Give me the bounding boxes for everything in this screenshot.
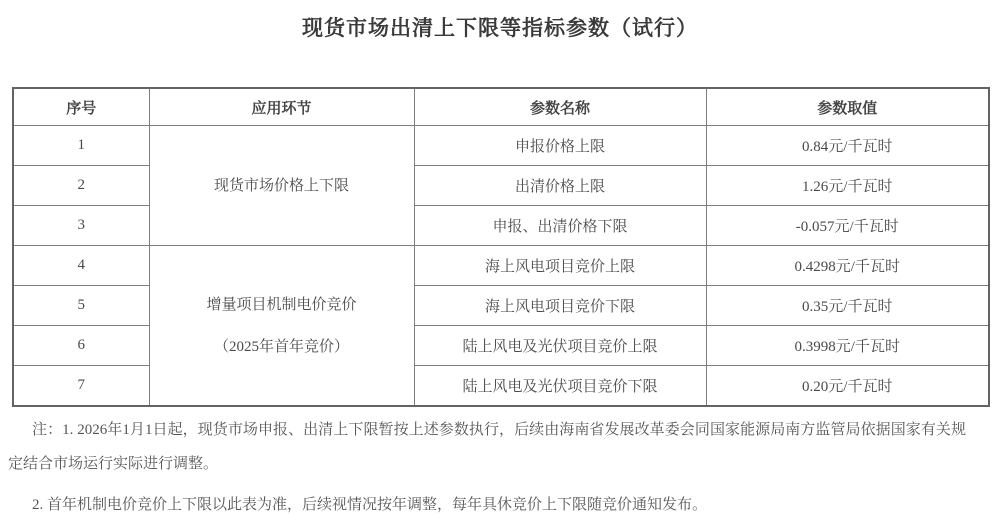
param-name-cell: 陆上风电及光伏项目竞价下限 bbox=[414, 366, 706, 407]
page-title: 现货市场出清上下限等指标参数（试行） bbox=[302, 16, 698, 40]
param-value-cell: 0.20元/千瓦时 bbox=[706, 366, 989, 407]
stage-cell-spot-market bbox=[149, 126, 414, 246]
row-number-cell: 5 bbox=[13, 286, 149, 326]
param-value-cell: 1.26元/千瓦时 bbox=[706, 166, 989, 206]
row-number-cell: 1 bbox=[13, 126, 149, 166]
table-row bbox=[13, 126, 989, 166]
param-name-cell: 海上风电项目竞价上限 bbox=[414, 246, 706, 286]
param-value-cell: 0.35元/千瓦时 bbox=[706, 286, 989, 326]
row-number-cell: 2 bbox=[13, 166, 149, 206]
table-row bbox=[13, 246, 989, 286]
stage-cell-incremental-projects bbox=[149, 246, 414, 407]
param-value-cell: 0.3998元/千瓦时 bbox=[706, 326, 989, 366]
parameters-table bbox=[12, 87, 990, 407]
column-header-stage: 应用环节 bbox=[149, 88, 414, 126]
param-value-cell: 0.84元/千瓦时 bbox=[706, 126, 989, 166]
column-header-param-name: 参数名称 bbox=[414, 88, 706, 126]
param-name-cell: 海上风电项目竞价下限 bbox=[414, 286, 706, 326]
table-header-row bbox=[13, 88, 989, 126]
param-name-cell: 出清价格上限 bbox=[414, 166, 706, 206]
column-header-serial: 序号 bbox=[13, 88, 149, 126]
param-name-cell: 申报、出清价格下限 bbox=[414, 206, 706, 246]
param-value-cell: 0.4298元/千瓦时 bbox=[706, 246, 989, 286]
stage-label: 现货市场价格上下限 bbox=[213, 177, 349, 194]
stage-sublabel: （2025年首年竞价） bbox=[213, 338, 349, 355]
param-value-cell: -0.057元/千瓦时 bbox=[706, 206, 989, 246]
row-number-cell: 3 bbox=[13, 206, 149, 246]
row-number-cell: 4 bbox=[13, 246, 149, 286]
footnotes bbox=[8, 413, 966, 522]
footnote-1: 注：1. 2026年1月1日起，现货市场申报、出清上下限暂按上述参数执行，后续由海南省发展改革委会同国家能源局南方监管局依据国家有关规定结合市场运行实际进行调整。 bbox=[8, 422, 966, 472]
row-number-cell: 6 bbox=[13, 326, 149, 366]
column-header-param-value: 参数取值 bbox=[706, 88, 989, 126]
param-name-cell: 陆上风电及光伏项目竞价上限 bbox=[414, 326, 706, 366]
row-number-cell: 7 bbox=[13, 366, 149, 407]
footnote-2: 2. 首年机制电价竞价上下限以此表为准，后续视情况按年调整，每年具休竞价上下限随竞价通知发布。 bbox=[32, 497, 708, 513]
param-name-cell: 申报价格上限 bbox=[414, 126, 706, 166]
stage-label: 增量项目机制电价竞价 bbox=[206, 296, 357, 313]
